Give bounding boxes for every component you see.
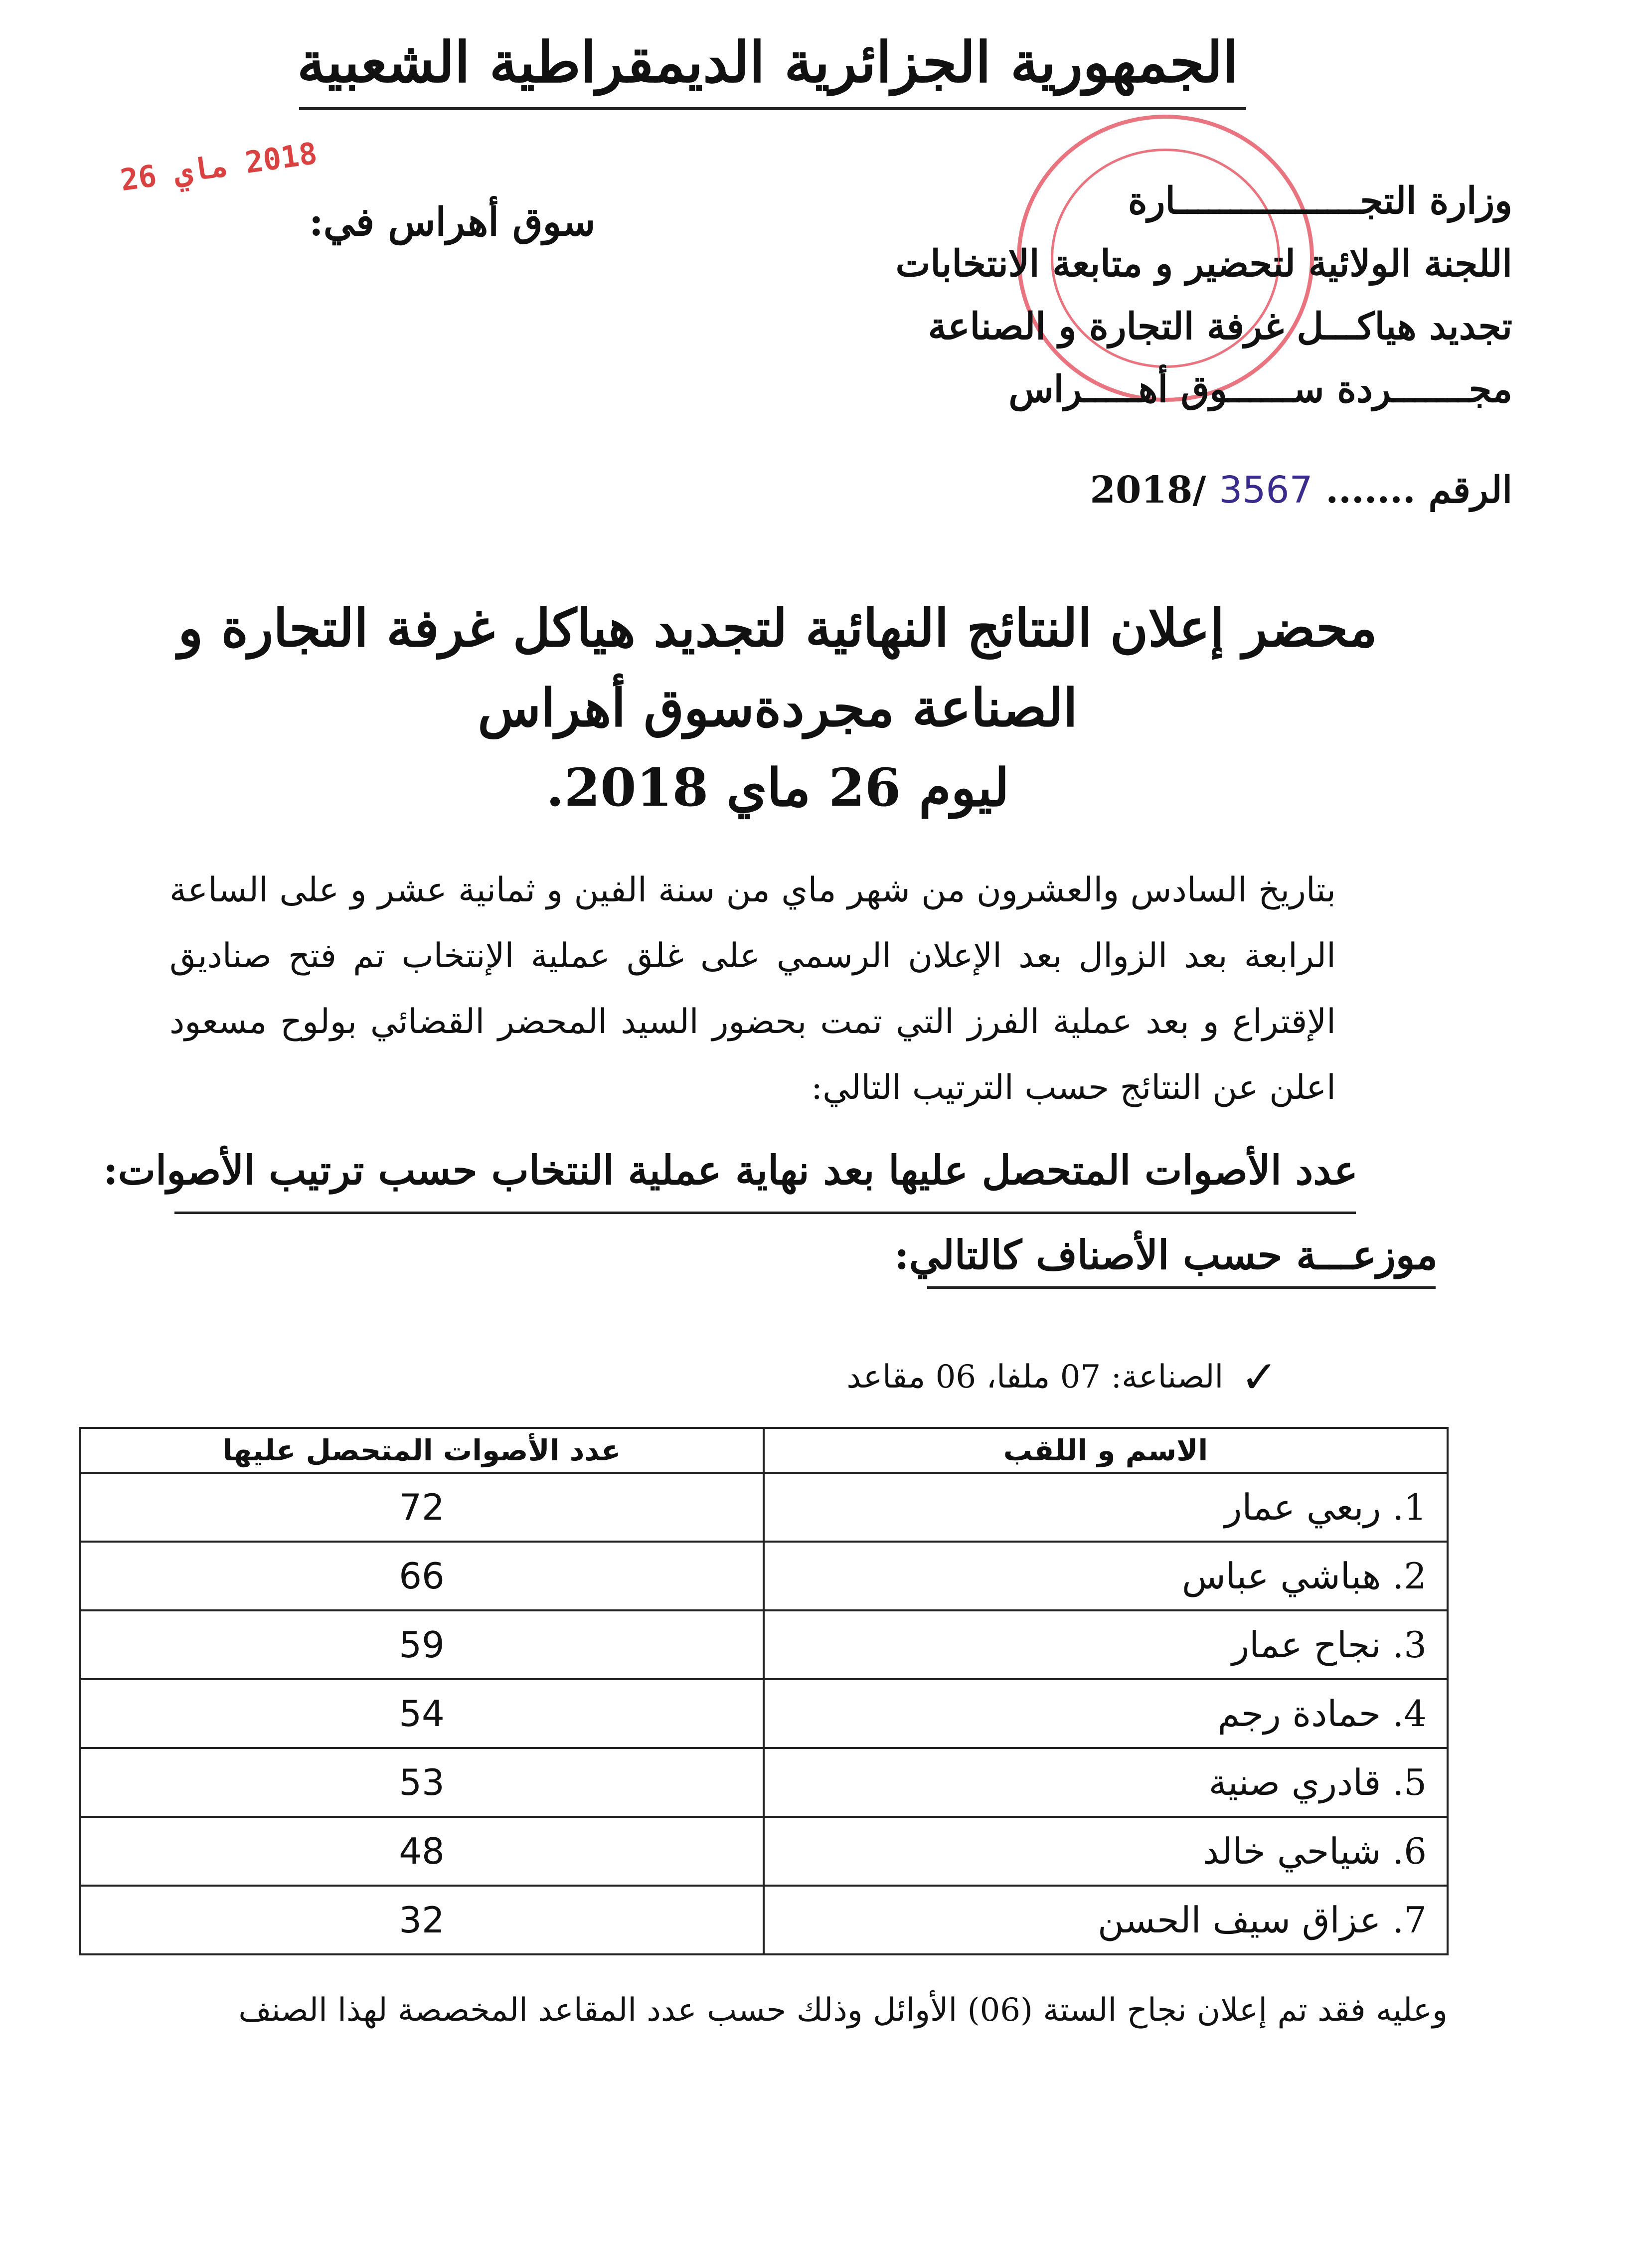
candidate-votes: 66 [80,1542,764,1610]
table-row [80,1886,1448,1954]
ministry-block [896,170,1512,421]
votes-heading-underline [174,1212,1356,1214]
title-line-1: محضر إعلان النتائج النهائية لتجديد هياكل غرفة التجارة و الصناعة مجردةسوق أهراس [178,597,1377,738]
reference-value: 3567 [1219,469,1313,512]
table-row [80,1679,1448,1748]
ministry-line-4: مجـــــــردة ســــــوق أهـــــراس [1008,368,1512,411]
candidate-votes: 54 [80,1679,764,1748]
ministry-line-3: تجديد هياكـــل غرفة التجارة و الصناعة [928,305,1512,348]
table-row [80,1542,1448,1610]
category-line [846,1351,1278,1403]
reference-number [1090,469,1512,512]
ministry-line-2: اللجنة الولائية لتحضير و متابعة الانتخابات [895,242,1512,285]
candidate-votes: 53 [80,1748,764,1817]
header-underline [299,107,1246,110]
votes-heading: عدد الأصوات المتحصل عليها بعد نهاية عملية النتخاب حسب ترتيب الأصوات: [103,1147,1358,1194]
table-header-row [80,1428,1448,1473]
name-column-header: الاسم و اللقب [764,1428,1448,1473]
check-icon: ✓ [1240,1351,1278,1403]
table-row [80,1473,1448,1542]
candidate-name: 3. نجاح عمار [764,1610,1448,1679]
candidate-name: 5. قادري صنية [764,1748,1448,1817]
candidate-votes: 48 [80,1817,764,1886]
place-date-label: سوق أهراس في: [309,199,596,245]
table-row [80,1817,1448,1886]
candidate-votes: 32 [80,1886,764,1954]
table-row [80,1748,1448,1817]
candidate-votes: 72 [80,1473,764,1542]
intro-paragraph: بتاريخ السادس والعشرون من شهر ماي من سنة الفين و ثمانية عشر و على الساعة الرابعة بعد الزوال بعد الإعلان الرسمي على غلق عملية الإنتخاب تم فتح صناديق الإقتراع و بعد عملية الفرز التي تمت بحضور السيد المحضر القضائي بولوح مسعود اعلن عن النتائج حسب الترتيب التالي: [169,871,1336,1107]
votes-column-header: عدد الأصوات المتحصل عليها [80,1428,764,1473]
candidate-name: 7. عزاق سيف الحسن [764,1886,1448,1954]
candidate-name: 4. حمادة رجم [764,1679,1448,1748]
reference-label: الرقم [1428,469,1512,512]
category-text: الصناعة: 07 ملفا، 06 مقاعد [846,1359,1224,1396]
reference-year: /2018 [1090,469,1206,512]
table-row [80,1610,1448,1679]
republic-header: الجمهورية الجزائرية الديمقراطية الشعبية [297,30,1239,95]
date-stamp: 2018 ماي 26 [118,136,320,198]
conclusion-text: وعليه فقد تم إعلان نجاح الستة (06) الأوائل وذلك حسب عدد المقاعد المخصصة لهذا الصنف [238,1992,1448,2029]
candidate-votes: 59 [80,1610,764,1679]
candidate-name: 6. شياحي خالد [764,1817,1448,1886]
candidate-name: 2. هباشي عباس [764,1542,1448,1610]
results-table [79,1427,1449,1955]
ministry-line-1: وزارة التجـــــــــــــــــارة [1128,179,1512,222]
distribution-heading-underline [927,1286,1436,1289]
candidate-name: 1. ربعي عمار [764,1473,1448,1542]
distribution-heading: موزعـــة حسب الأصناف كالتالي: [894,1231,1438,1278]
title-line-2: ليوم 26 ماي 2018. [546,757,1009,818]
reference-dots: ....... [1325,469,1416,512]
document-title [100,588,1456,828]
